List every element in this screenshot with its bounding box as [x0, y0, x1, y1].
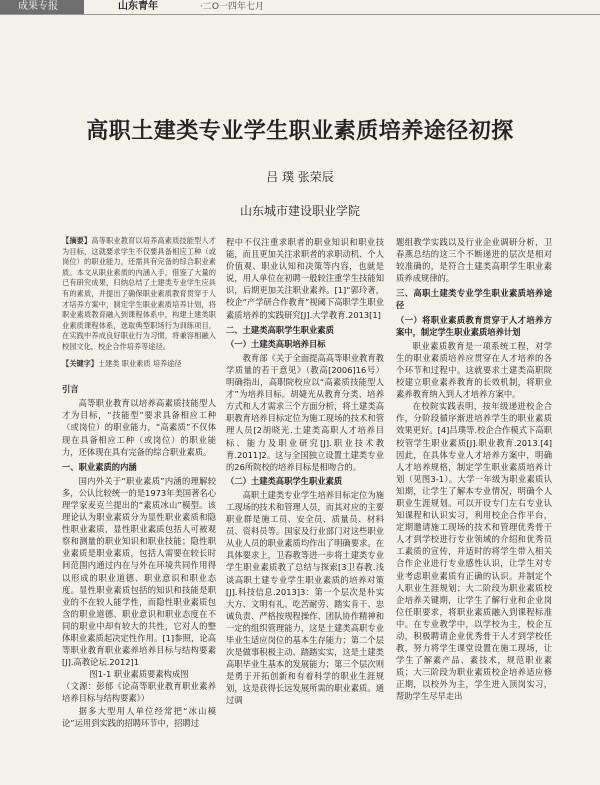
intro-heading: 引言	[62, 384, 79, 395]
section-2-sub-1-paragraph: 教育部《关于全面提高高等职业教育教学质量的若干意见》（教高[2006]16号）明确指出，高职院校应以“高素质技能型人才”为培养目标。胡婕光从教育分类、培养方式和人才需求三个方面分析，将土建类高职教育培养目标定位为施工现场的技术和管理人员[2胡晓光.土建类高职人才培养目标、能力及职业研究[J].职业技术教育.2011]2。这与全国独立设置土建类专业的26所院校的培养目标是相吻合的。	[226, 352, 384, 472]
col2-paragraph-1: 程中不仅注重求职者的职业知识和职业技能，而且更加关注求职者的求职动机、个人价值观、职业认知和决策等内容，也就是说，用人单位在初聘一般较注重学生技能知识，后期更加关注职业素养。[1]“郭玲著，校企“产学研合作教育”视阈下高职学生职业素质培养的实践研究[J].大学教育.2013[1]	[226, 237, 384, 320]
column-2	[226, 236, 384, 707]
intro-paragraph: 高等职业教育以培养高素质技能型人才为目标，“技能型”要求具备相应工种（或岗位）的职业能力，“高素质”不仅体现在具备相应工种（或岗位）的职业能力，还体现在具有完备的综合职业素质。	[62, 398, 216, 457]
section-1-paragraph-1: 国内外关于“职业素质”内涵的理解较多，公认比较统一的是1973年美国著名心理学家麦克兰提出的“素质冰山”模型。该理论认为职业素质分为显性职业素质和隐性职业素质，显性职业素质包括人可被观察和测量的职业知识和职业技能；隐性职业素质是职业素质，包括人需要在较长时间范围内通过内在与外在环境共同作用得以形成的职业道德、职业意识和职业态度。显性职业素质包括的知识和技能是职业的不在较人能学性，而隐性职业素质包含的职业道德、职业意识和职业态度在不同的职业中却有较大的共性，它对人的整体职业素质起决定性作用。[1]参照，论高等职业教育职业素养培养目标与结构要素[J].高教论坛.2012]1	[62, 475, 216, 668]
section-3-sub-1-paragraph-2: 在校院实践表明，按年级递进校企合作，分阶段循序渐进培养学生的职业素质效果更好。[4]吕璞等.校企合作模式下高职校管学生职业素质[J].职业教育.2013.[4]因此，在具体专业人才培养方案中，明确人才培养规格，制定学生职业素质培养计划（见图3-1）。大学一年级为职业素质认知期，让学生了解本专业情况，明确个人职业生涯规划。可以开设专门左右专业认知课程和认识实习，利用校企合作平台，定期邀请施工现场的技术和管理优秀骨干人才到学校进行专业领域的介绍和优秀员工素质的宣传，并适时的将学生带入相关合作企业进行专业感性认识，让学生对专业考虑职业素质有正确的认识。并制定个人职业生涯规划；大二阶段为职业素质校企培养关键期，让学生了解行业和企业岗位任职要求，将职业素质融入到课程标准中。在专业教学中，以学校为主，校企互动，积极聘请企业优秀骨干人才到学校任教，努力将学生课堂设置在施工现场，让学生了解素产品、素技术，规范职业素质；大三阶段为职业素质校企培养适应修正期，以校外为主，学生进入顶岗实习，帮助学生尽早走出	[396, 401, 552, 702]
authors: 吕 璞 张荣辰	[266, 170, 334, 184]
section-2-sub-1-heading: （一）土建类高职培养目标	[226, 338, 326, 349]
keywords-label: 【关键字】	[62, 358, 98, 368]
section-1-heading: 一、职业素质的内涵	[62, 461, 137, 472]
section-3-sub-1-heading: （一）将职业素质教育贯穿于人才培养方案中，制定学生职业素质培养计划	[396, 314, 552, 337]
abstract	[62, 236, 216, 353]
section-2-heading: 二、土建类高职学生职业素质	[226, 324, 334, 335]
abstract-label: 【摘要】	[62, 236, 92, 245]
column-3	[396, 236, 552, 703]
figure-source: （文源：彭郁《论高等职业教育职业素养培养目标与结构要素》）	[62, 681, 216, 704]
section-1-paragraph-2: 据多大型用人单位经常把“冰山模论”运用到实践的招聘环节中，招聘过	[62, 705, 216, 728]
header-rule	[0, 14, 600, 15]
abstract-text: 高等职业教育以培养高素质技能型人才为目标，这就要求学生不仅要具备相应工种（或岗位）的职业能力，还需具有完备的综合职业素质。本文从职业素质的内涵入手，借鉴了大量的已有研究成果，归纳总结了土建类专业学生应具有的素质，并提出了确保职业素质教育贯穿于人才培养方案中，制定学生职业素质培养计划，将职业素质教育融入到课程体系中，构建土建类职业素质课程体系，选取典型职场行为训练项目，在实践中养成良好职业行为习惯，将兼容相融入校园文化，校企合作培养等途径。	[62, 236, 216, 351]
column-1	[62, 236, 216, 729]
section-3-heading: 三、高职土建类专业学生职业素质培养途径	[396, 288, 552, 311]
col3-paragraph-1: 题组教学实践以及行业企业调研分析，卫春燕总结的这三个不断递进的层次是相对较准确的，是符合土建类高职学生职业素质养成规律的。	[396, 237, 552, 284]
section-2-sub-2-heading: （二）土建类高职学生职业素质	[226, 475, 343, 486]
affiliation: 山东城市建设职业学院	[239, 204, 360, 218]
section-3-sub-1-paragraph-1: 职业素质教育是一项系统工程，对学生的职业素质培养应贯穿在人才培养的各个环节和过程中。这就要求土建类高职院校建立职业素养教育的长效机制，将职业素养教育纳入到人才培养方案中。	[396, 340, 552, 400]
section-tag: 成果专报	[0, 0, 84, 14]
running-header	[0, 0, 600, 14]
section-2-sub-2-paragraph: 高职土建类专业学生培养目标定位为施工现场的技术和管理人员，而其对应的主要职业群是施工员、安全员、质量员、材料员、资料员等。国家及行业部门对这些职业从业人员的职业素质均作出了明确要求。在具体要求上，卫春教等进一步将土建类专业学生职业素质教了总结与探索[3卫春教.浅谈高职土建专业学生职业素质的培养对策[J].科技信息.2013]3：第一个层次是朴实大方、文明有礼、吃苦耐劳、踏实肯干、忠诚负责、严格按规程操作、团队协作精神和一定的组织管理能力，这是土建类高职专业毕业生适应岗位的基本生存能力；第二个层次是做事积极主动、踏踏实实，这是土建类高职毕业生基本的发展能力；第三个层次则是勇于开拓创新和有着科学的职业生涯规划，这是获得长远发展所需的职业素质。通过调	[226, 489, 384, 706]
keywords-text: 土建类 职业素质 培养途径	[97, 358, 182, 368]
journal-issue: ·二O一四年七月	[200, 2, 264, 12]
article-title: 高职土建类专业学生职业素质培养途径初探	[86, 119, 514, 144]
figure-caption: 图1-1 职业素质要素构成图	[89, 669, 189, 680]
journal-name: 山东青年	[118, 1, 158, 12]
keywords	[62, 359, 216, 370]
